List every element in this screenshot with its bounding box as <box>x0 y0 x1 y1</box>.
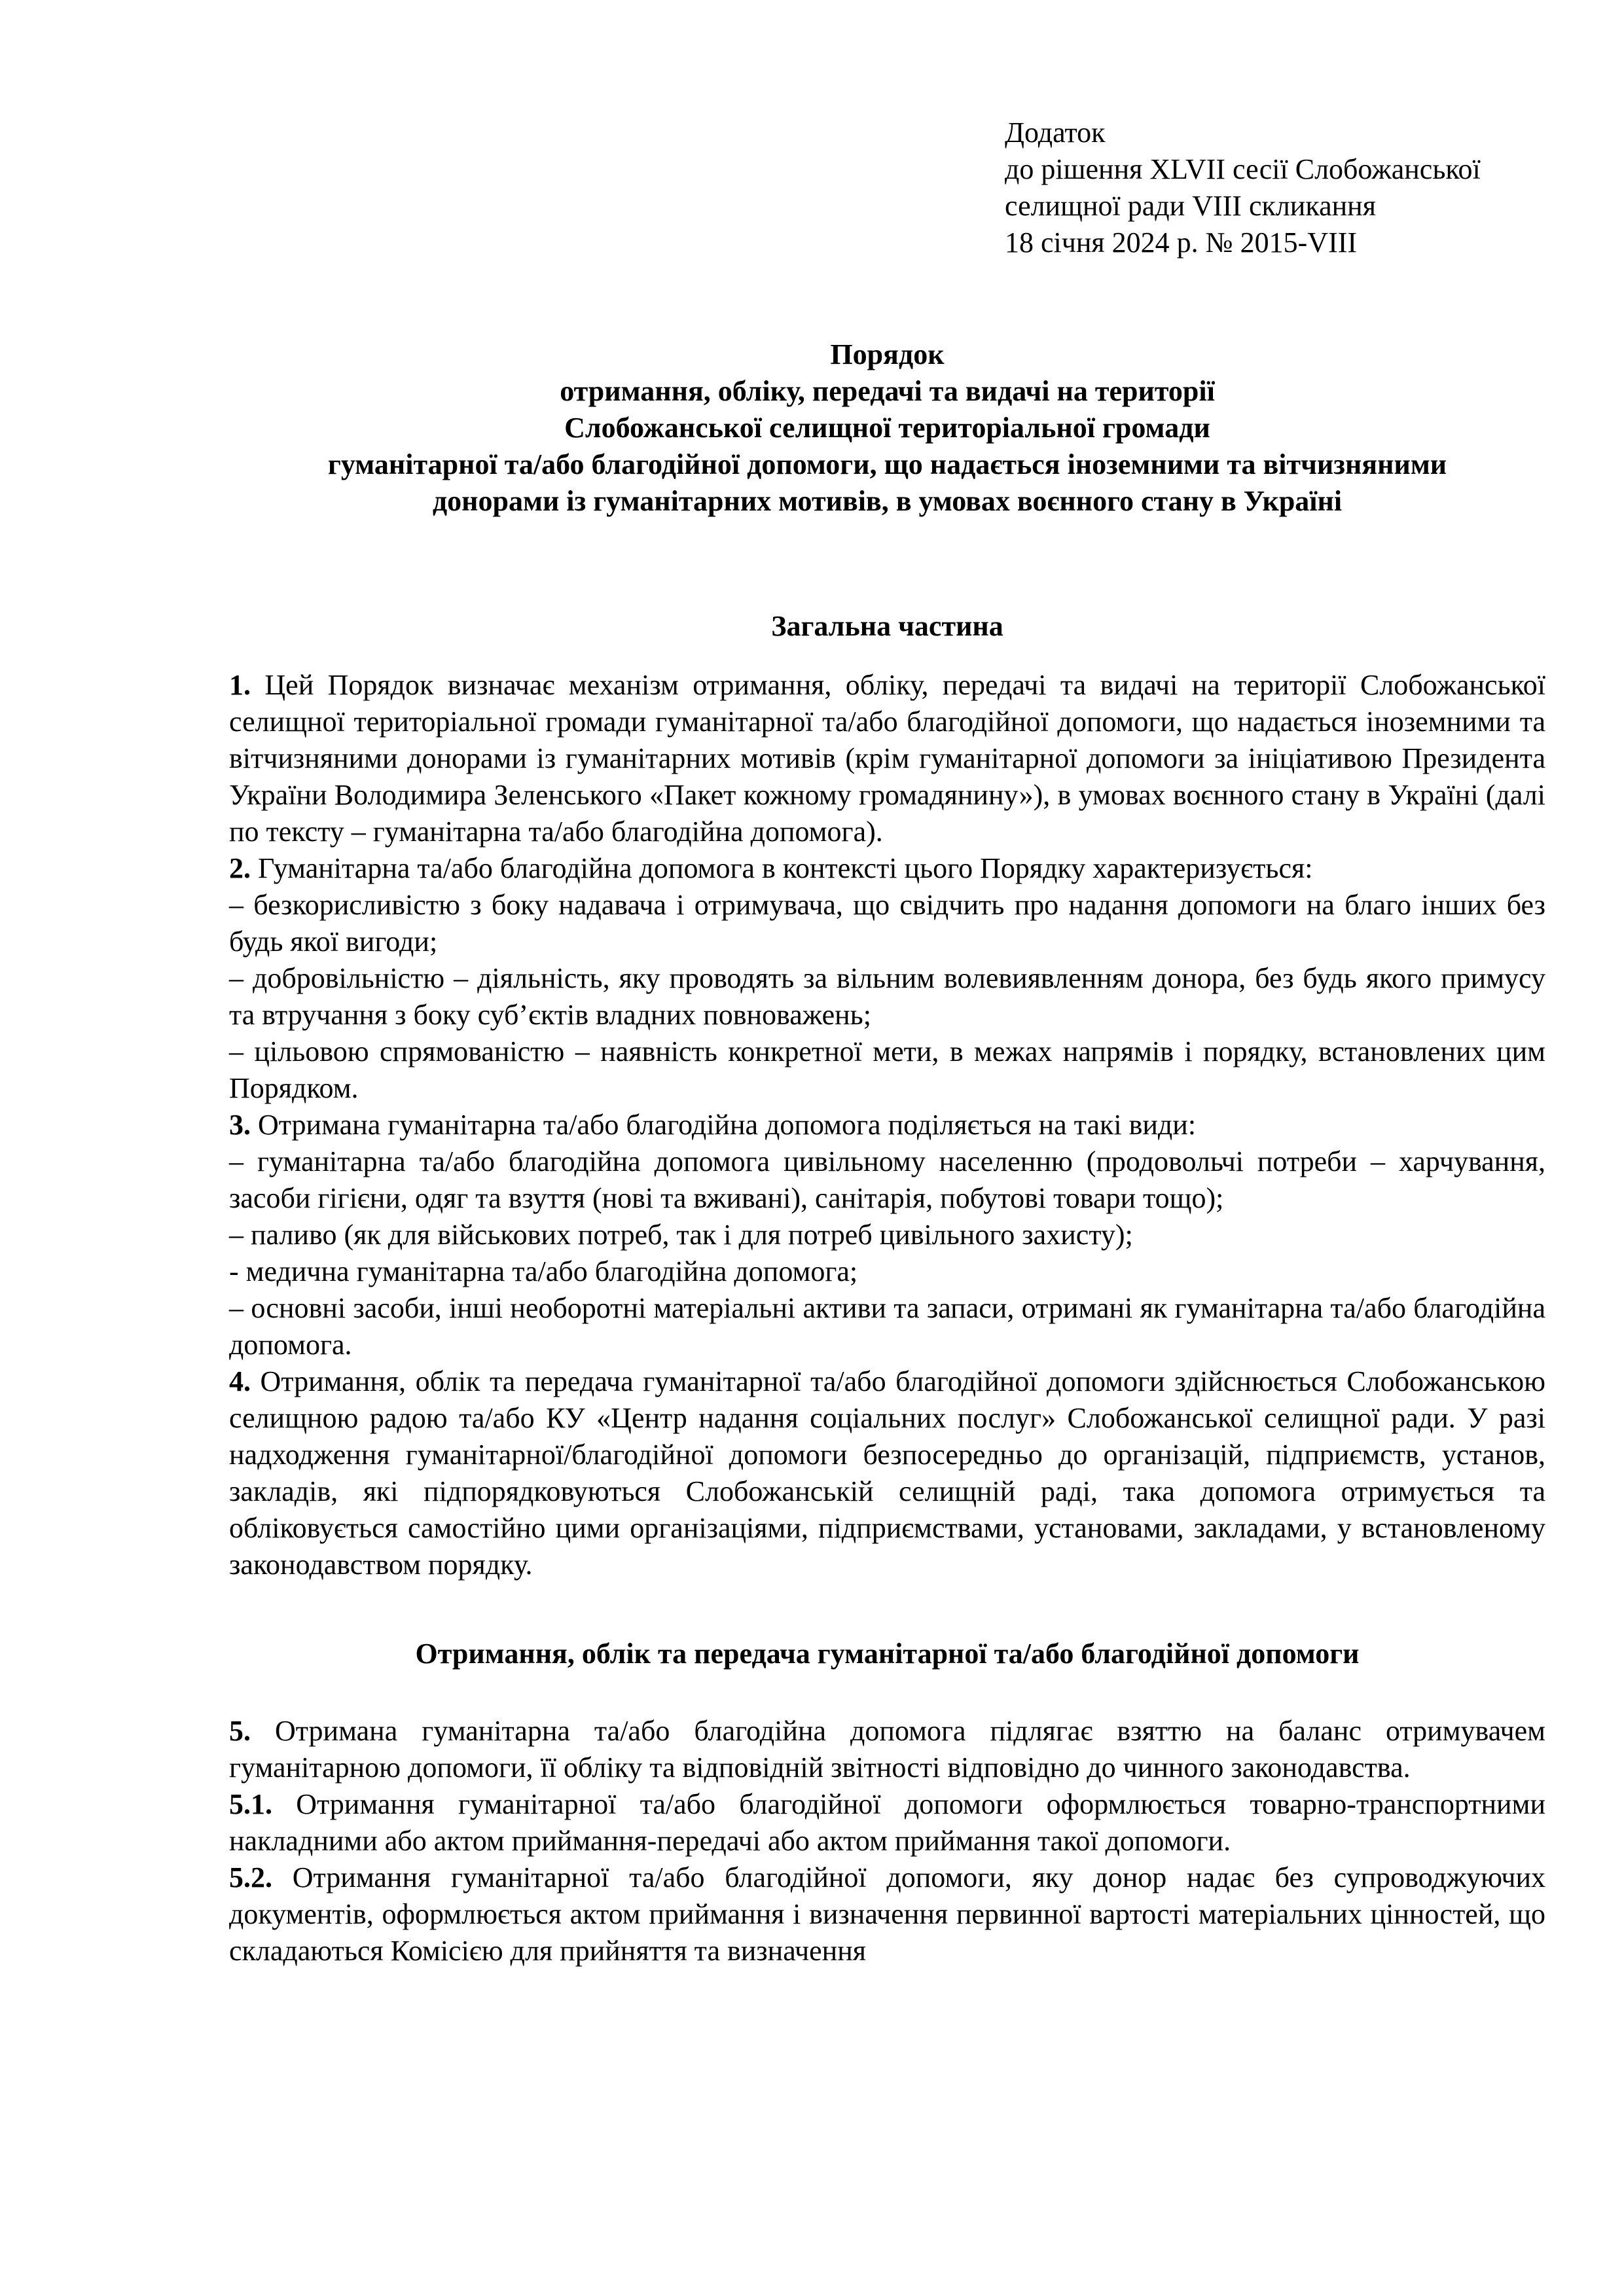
title-line-5: донорами із гуманітарних мотивів, в умовах воєнного стану в Україні <box>432 485 1343 517</box>
paragraph-2-number: 2. <box>229 852 251 884</box>
paragraph-3 <box>229 1107 1545 1143</box>
paragraph-2-item-2 <box>229 960 1545 1033</box>
paragraph-3-item-1 <box>229 1143 1545 1217</box>
section-heading-receipt: Отримання, облік та передача гуманітарної та/або благодійної допомоги <box>415 1638 1360 1670</box>
paragraph-2-item-1 <box>229 887 1545 960</box>
paragraph-4-number: 4. <box>229 1365 251 1397</box>
paragraph-2-item-3 <box>229 1033 1545 1107</box>
paragraph-2-text: Гуманітарна та/або благодійна допомога в контексті цього Порядку характеризується: <box>258 852 1313 884</box>
paragraph-5-1-text: Отримання гуманітарної та/або благодійної допомоги оформлюється товарно-транспортними накладними або актом приймання-передачі або актом приймання такої допомоги. <box>229 1788 1545 1857</box>
paragraph-1-text: Цей Порядок визначає механізм отримання, обліку, передачі та видачі на території Слобожанської селищної територіальної громади гуманітарної та/або благодійної допомоги, що надається іноземними та вітчизняними донорами із гуманітарних мотивів (крім гуманітарної допомоги за ініціативою Президента України Володимира Зеленського «Пакет кожному громадянину»), в умовах воєнного стану в Україні (далі по тексту – гуманітарна та/або благодійна допомога). <box>229 669 1546 848</box>
paragraph-3-item-4-text: – основні засоби, інші необоротні матеріальні активи та запаси, отримані як гуманітарна та/або благодійна допомога. <box>229 1292 1545 1361</box>
paragraph-3-item-3 <box>229 1253 1545 1290</box>
title-line-4: гуманітарної та/або благодійної допомоги, що надається іноземними та вітчизняними <box>327 448 1447 480</box>
paragraph-2-item-2-text: – добровільністю – діяльність, яку проводять за вільним волевиявленням донора, без будь якого примусу та втручання з боку суб’єктів владних повноважень; <box>229 962 1545 1031</box>
annex-line-2: до рішення XLVII сесії Слобожанської <box>1005 153 1481 185</box>
paragraph-3-item-2-text: – паливо (як для військових потреб, так і для потреб цивільного захисту); <box>229 1219 1133 1251</box>
paragraph-1 <box>229 667 1545 850</box>
annex-line-4: 18 січня 2024 р. № 2015-VIII <box>1005 226 1358 259</box>
section-heading-general: Загальна частина <box>771 610 1003 642</box>
paragraph-5-2-number: 5.2. <box>229 1861 272 1893</box>
paragraph-2-item-1-text: – безкорисливістю з боку надавача і отримувача, що свідчить про надання допомоги на благо інших без будь якої вигоди; <box>229 889 1545 958</box>
title-line-1: Порядок <box>830 338 945 370</box>
title-line-3: Слобожанської селищної територіальної громади <box>564 412 1210 444</box>
paragraph-4-text: Отримання, облік та передача гуманітарної та/або благодійної допомоги здійснюється Слобожанською селищною радою та/або КУ «Центр надання соціальних послуг» Слобожанської селищної ради. У разі надходження гуманітарної/благодійної допомоги безпосередньо до організацій, підприємств, установ, закладів, які підпорядковуються Слобожанській селищній раді, така допомога отримується та обліковується самостійно цими організаціями, підприємствами, установами, закладами, у встановленому законодавством порядку. <box>229 1365 1545 1581</box>
title-line-2: отримання, обліку, передачі та видачі на території <box>560 375 1215 407</box>
paragraph-3-text: Отримана гуманітарна та/або благодійна допомога поділяється на такі види: <box>258 1109 1197 1141</box>
paragraph-5-2 <box>229 1859 1545 1969</box>
paragraph-5-number: 5. <box>229 1715 251 1747</box>
annex-header <box>1005 115 1545 261</box>
paragraph-5-text: Отримана гуманітарна та/або благодійна допомога підлягає взяттю на баланс отримувачем гуманітарною допомоги, її обліку та відповідній звітності відповідно до чинного законодавства. <box>229 1715 1545 1784</box>
paragraph-3-item-3-text: - медична гуманітарна та/або благодійна допомога; <box>229 1255 858 1287</box>
paragraph-2-item-3-text: – цільовою спрямованістю – наявність конкретної мети, в межах напрямів і порядку, встановлених цим Порядком. <box>229 1035 1545 1104</box>
paragraph-5-2-text: Отримання гуманітарної та/або благодійної допомоги, яку донор надає без супроводжуючих документів, оформлюється актом приймання і визначення первинної вартості матеріальних цінностей, що складаються Комісією для прийняття та визначення <box>229 1861 1545 1967</box>
annex-line-3: селищної ради VIII скликання <box>1005 190 1376 222</box>
annex-line-1: Додаток <box>1005 117 1106 149</box>
document-title <box>229 336 1545 520</box>
paragraph-3-item-2 <box>229 1217 1545 1253</box>
paragraph-3-item-1-text: – гуманітарна та/або благодійна допомога цивільному населенню (продовольчі потреби – харчування, засоби гігієни, одяг та взуття (нові та вживані), санітарія, побутові товари тощо); <box>229 1145 1545 1214</box>
paragraph-3-number: 3. <box>229 1109 251 1141</box>
paragraph-1-number: 1. <box>229 669 251 701</box>
paragraph-3-item-4 <box>229 1290 1545 1363</box>
paragraph-4 <box>229 1363 1545 1583</box>
paragraph-2 <box>229 850 1545 887</box>
paragraph-5 <box>229 1713 1545 1786</box>
paragraph-5-1-number: 5.1. <box>229 1788 272 1820</box>
paragraph-5-1 <box>229 1786 1545 1859</box>
